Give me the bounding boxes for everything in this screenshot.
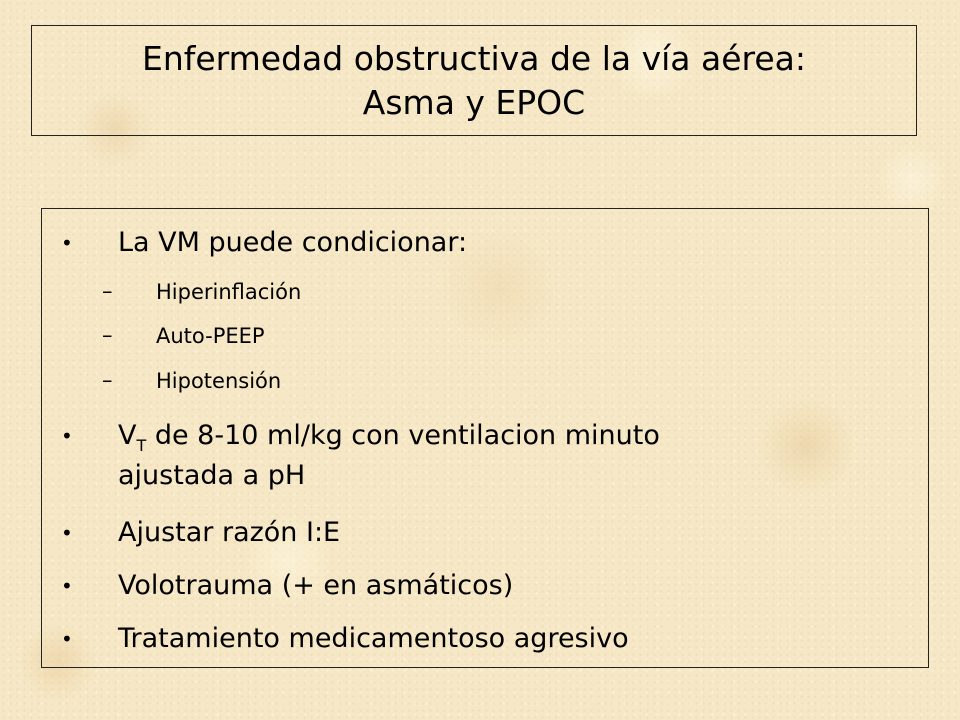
bullet-symbol: •	[61, 521, 73, 545]
vt-subscript: T	[136, 436, 147, 455]
bullet-symbol: •	[61, 574, 73, 598]
sub-item-text: Hipotensión	[156, 369, 282, 393]
bullet-text-line-2: ajustada a pH	[118, 460, 306, 491]
bullet-text: Ajustar razón I:E	[118, 517, 341, 548]
bullet-text: La VM puede condicionar:	[118, 227, 468, 258]
slide-title	[31, 25, 917, 136]
bullet-text: Tratamiento medicamentoso agresivo	[118, 623, 629, 654]
slide-title-line-2: Asma y EPOC	[362, 82, 586, 122]
dash-symbol: –	[102, 323, 113, 347]
sub-item-text: Hiperinflación	[156, 280, 302, 304]
dash-symbol: –	[102, 368, 113, 392]
bullet-text	[118, 416, 660, 456]
bullet-symbol: •	[61, 231, 73, 255]
vt-rest: de 8-10 ml/kg con ventilacion minuto	[146, 420, 660, 451]
slide-title-line-1: Enfermedad obstructiva de la vía aérea:	[141, 38, 806, 78]
bullet-symbol: •	[61, 627, 73, 651]
bullet-symbol: •	[61, 424, 73, 448]
dash-symbol: –	[102, 279, 113, 303]
sub-item-text: Auto-PEEP	[156, 324, 265, 348]
vt-v: V	[118, 420, 137, 451]
bullet-text: Volotrauma (+ en asmáticos)	[118, 570, 514, 601]
slide-body	[41, 208, 929, 668]
